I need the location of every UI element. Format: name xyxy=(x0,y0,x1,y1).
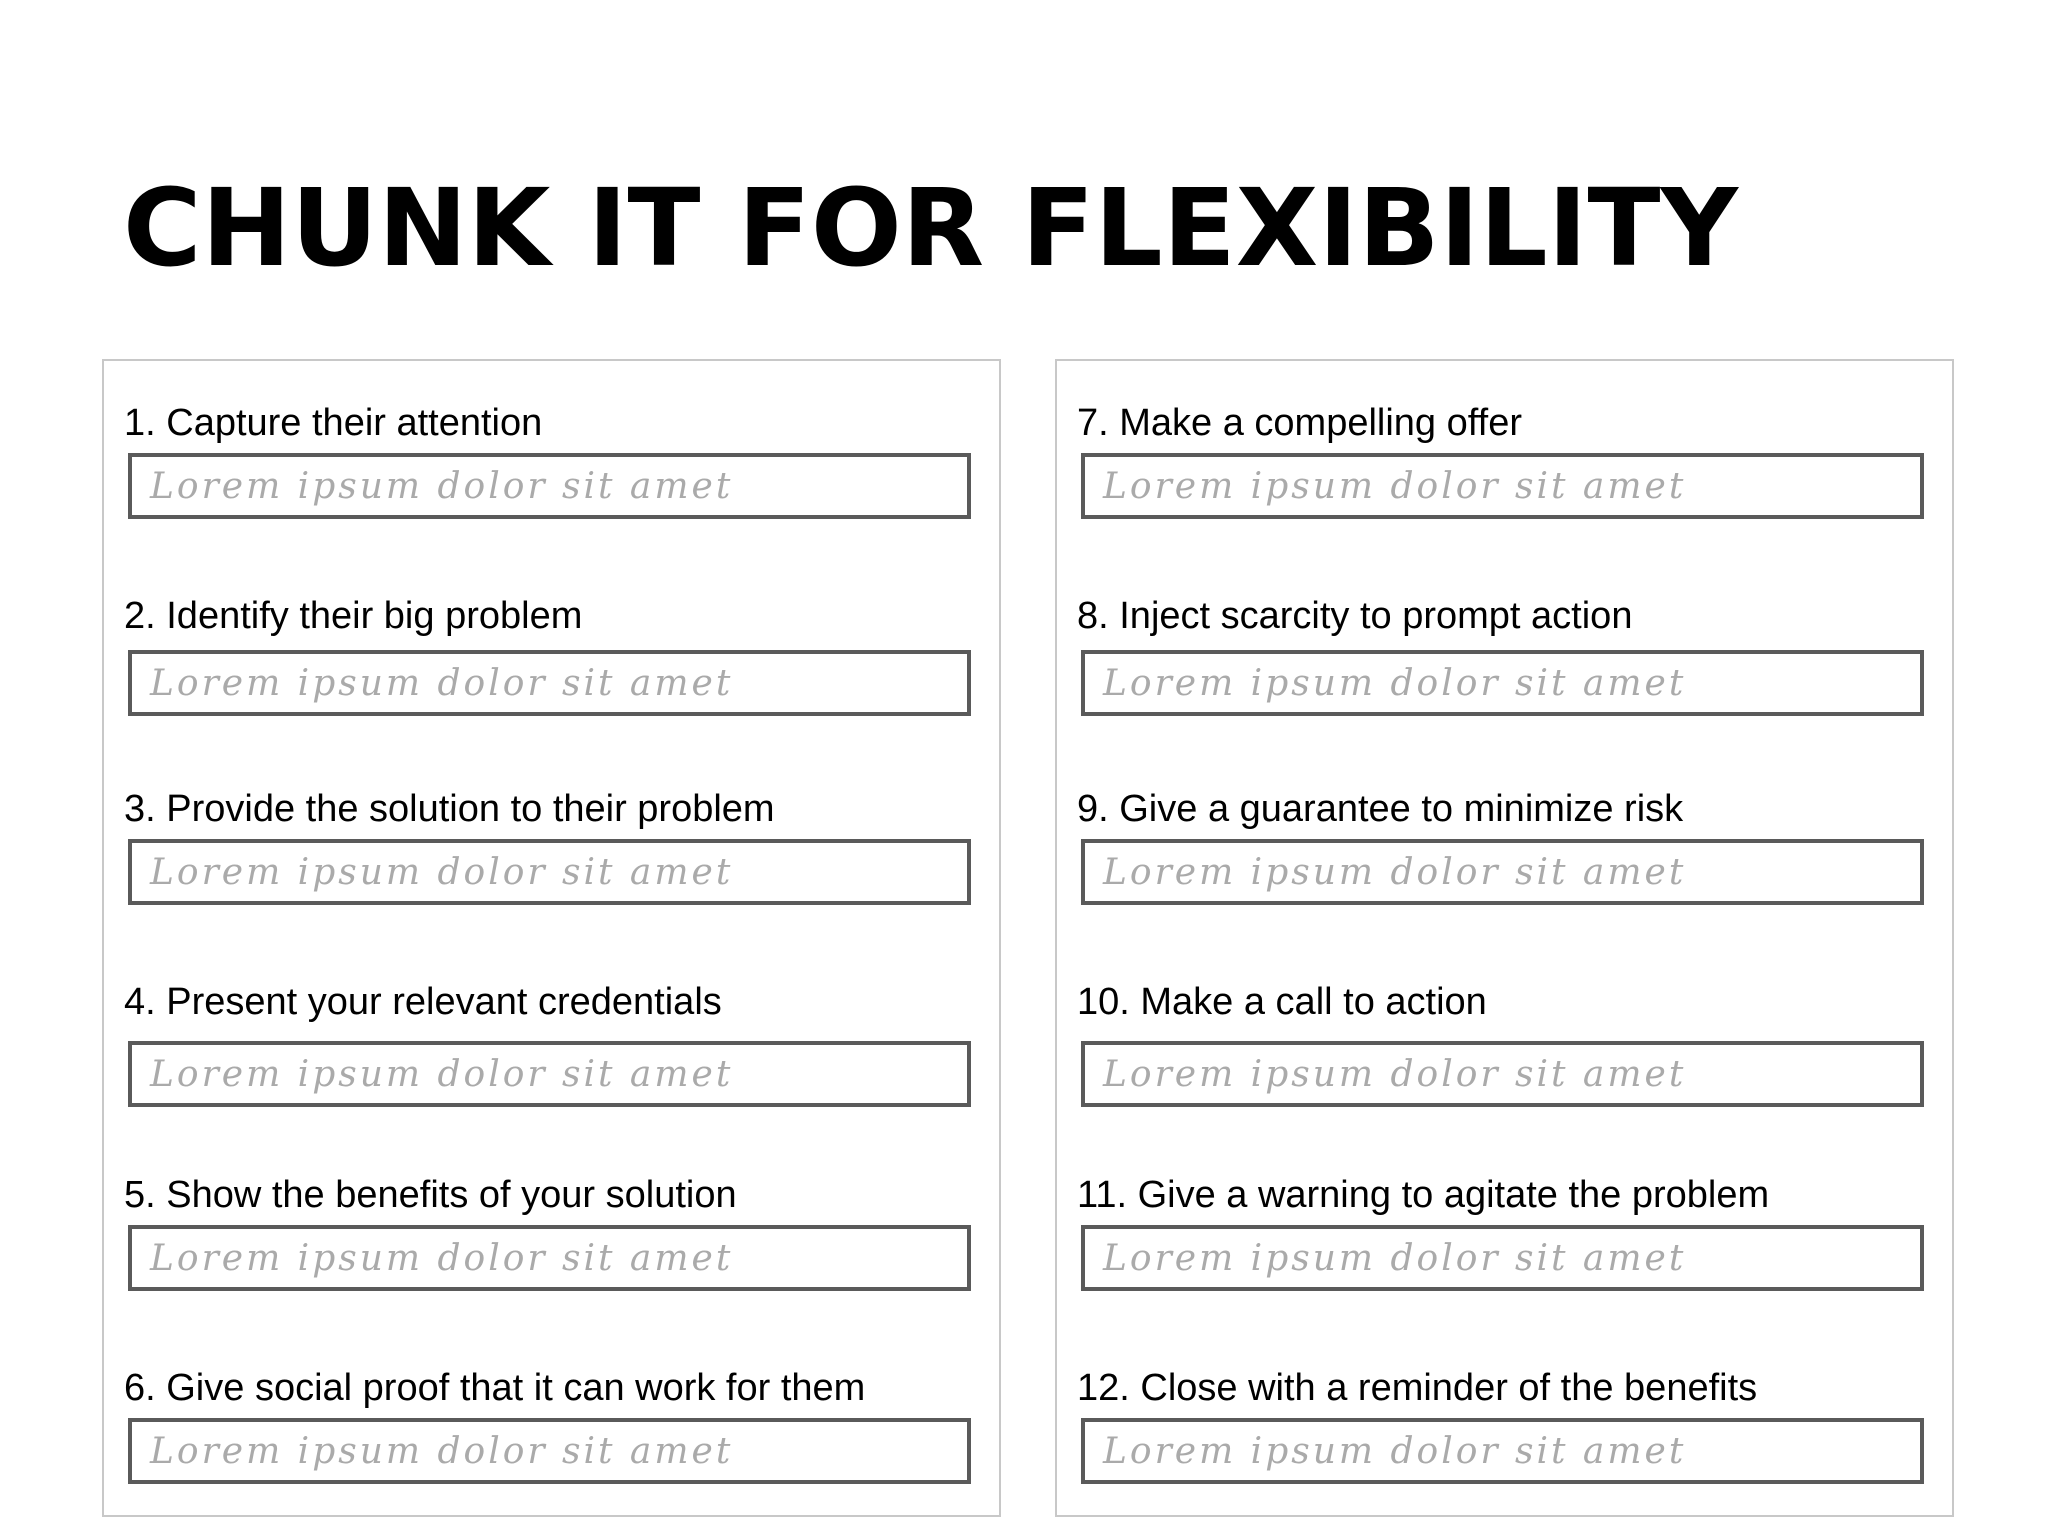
left-column xyxy=(102,359,1001,1517)
field-placeholder: Lorem ipsum dolor sit amet xyxy=(150,1238,734,1279)
text-field[interactable] xyxy=(128,1418,971,1484)
text-field[interactable] xyxy=(128,650,971,716)
item-label: 1. Capture their attention xyxy=(124,402,543,444)
text-field[interactable] xyxy=(128,839,971,905)
field-placeholder: Lorem ipsum dolor sit amet xyxy=(1103,663,1687,704)
item-label: 8. Inject scarcity to prompt action xyxy=(1077,595,1633,637)
item-label: 4. Present your relevant credentials xyxy=(124,981,722,1023)
right-column xyxy=(1055,359,1954,1517)
field-placeholder: Lorem ipsum dolor sit amet xyxy=(150,1431,734,1472)
text-field[interactable] xyxy=(128,1225,971,1291)
item-label: 7. Make a compelling offer xyxy=(1077,402,1522,444)
text-field[interactable] xyxy=(1081,1041,1924,1107)
item-label: 10. Make a call to action xyxy=(1077,981,1487,1023)
item-label: 11. Give a warning to agitate the problem xyxy=(1077,1174,1770,1216)
page-title: CHUNK IT FOR FLEXIBILITY xyxy=(123,167,1738,291)
field-placeholder: Lorem ipsum dolor sit amet xyxy=(150,663,734,704)
item-label: 12. Close with a reminder of the benefits xyxy=(1077,1367,1758,1409)
field-placeholder: Lorem ipsum dolor sit amet xyxy=(150,466,734,507)
text-field[interactable] xyxy=(1081,453,1924,519)
text-field[interactable] xyxy=(1081,1418,1924,1484)
text-field[interactable] xyxy=(128,1041,971,1107)
item-label: 9. Give a guarantee to minimize risk xyxy=(1077,788,1684,830)
text-field[interactable] xyxy=(128,453,971,519)
item-label: 2. Identify their big problem xyxy=(124,595,583,637)
field-placeholder: Lorem ipsum dolor sit amet xyxy=(150,852,734,893)
item-label: 6. Give social proof that it can work for them xyxy=(124,1367,866,1409)
field-placeholder: Lorem ipsum dolor sit amet xyxy=(1103,1054,1687,1095)
text-field[interactable] xyxy=(1081,839,1924,905)
text-field[interactable] xyxy=(1081,650,1924,716)
field-placeholder: Lorem ipsum dolor sit amet xyxy=(1103,466,1687,507)
item-label: 3. Provide the solution to their problem xyxy=(124,788,775,830)
field-placeholder: Lorem ipsum dolor sit amet xyxy=(1103,852,1687,893)
item-label: 5. Show the benefits of your solution xyxy=(124,1174,737,1216)
text-field[interactable] xyxy=(1081,1225,1924,1291)
field-placeholder: Lorem ipsum dolor sit amet xyxy=(150,1054,734,1095)
field-placeholder: Lorem ipsum dolor sit amet xyxy=(1103,1238,1687,1279)
field-placeholder: Lorem ipsum dolor sit amet xyxy=(1103,1431,1687,1472)
